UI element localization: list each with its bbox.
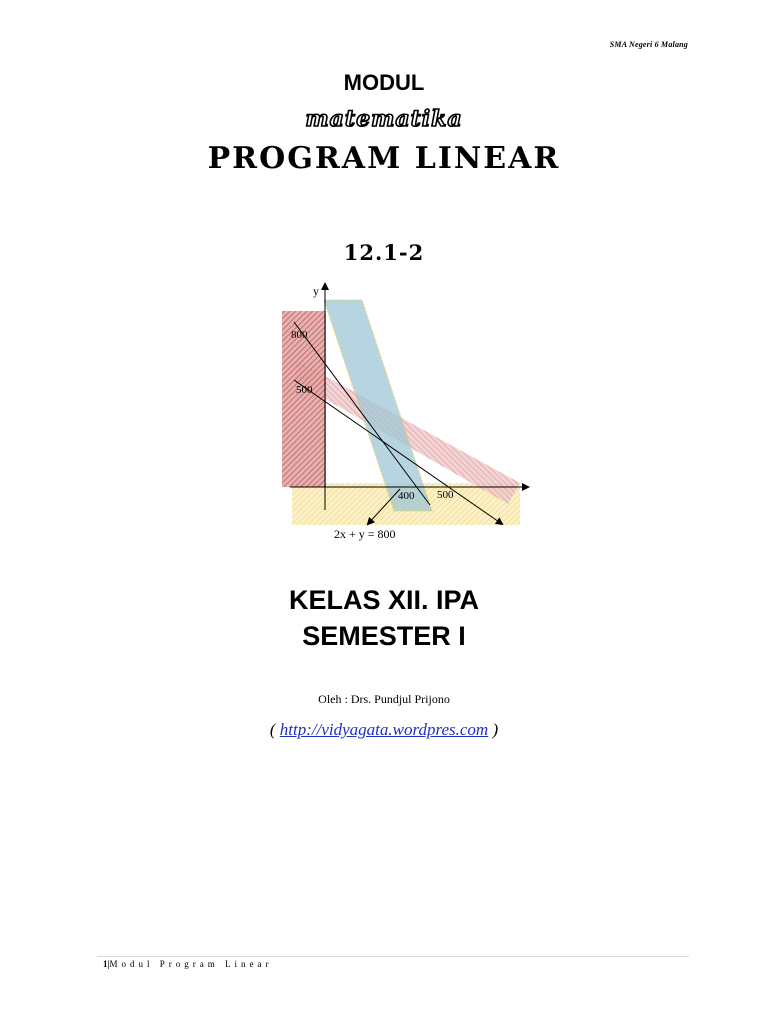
linear-program-graph: [0, 278, 768, 558]
website-line: [0, 720, 768, 740]
page-number: 1: [103, 959, 108, 969]
x-tick-500: 500: [437, 489, 454, 501]
equation-label: 2x + y = 800: [334, 527, 396, 541]
author-line: Oleh : Drs. Pundjul Prijono: [318, 692, 450, 706]
x-tick-400: 400: [398, 490, 415, 502]
y-tick-800: 800: [291, 329, 308, 341]
module-code: 12.1-2: [343, 240, 425, 265]
footer-separator: |: [107, 959, 110, 969]
header-school-name: SMA Negeri 6 Malang: [609, 40, 688, 49]
topic-title: PROGRAM LINEAR: [207, 141, 561, 176]
y-tick-500: 500: [296, 384, 313, 396]
modul-heading: MODUL: [343, 70, 425, 95]
class-label: KELAS XII. IPA: [288, 585, 480, 615]
class-info: [0, 582, 768, 654]
footer-title: Modul Program Linear: [109, 959, 273, 969]
website-link[interactable]: http://vidyagata.wordpres.com: [279, 720, 489, 739]
link-close-paren: ): [488, 720, 499, 739]
footer-divider: [97, 956, 689, 957]
y-axis-label: y: [313, 284, 319, 298]
semester-label: SEMESTER I: [302, 621, 466, 651]
subject-title: matematika: [305, 106, 463, 132]
link-open-paren: (: [269, 720, 280, 739]
footer: [103, 959, 272, 969]
